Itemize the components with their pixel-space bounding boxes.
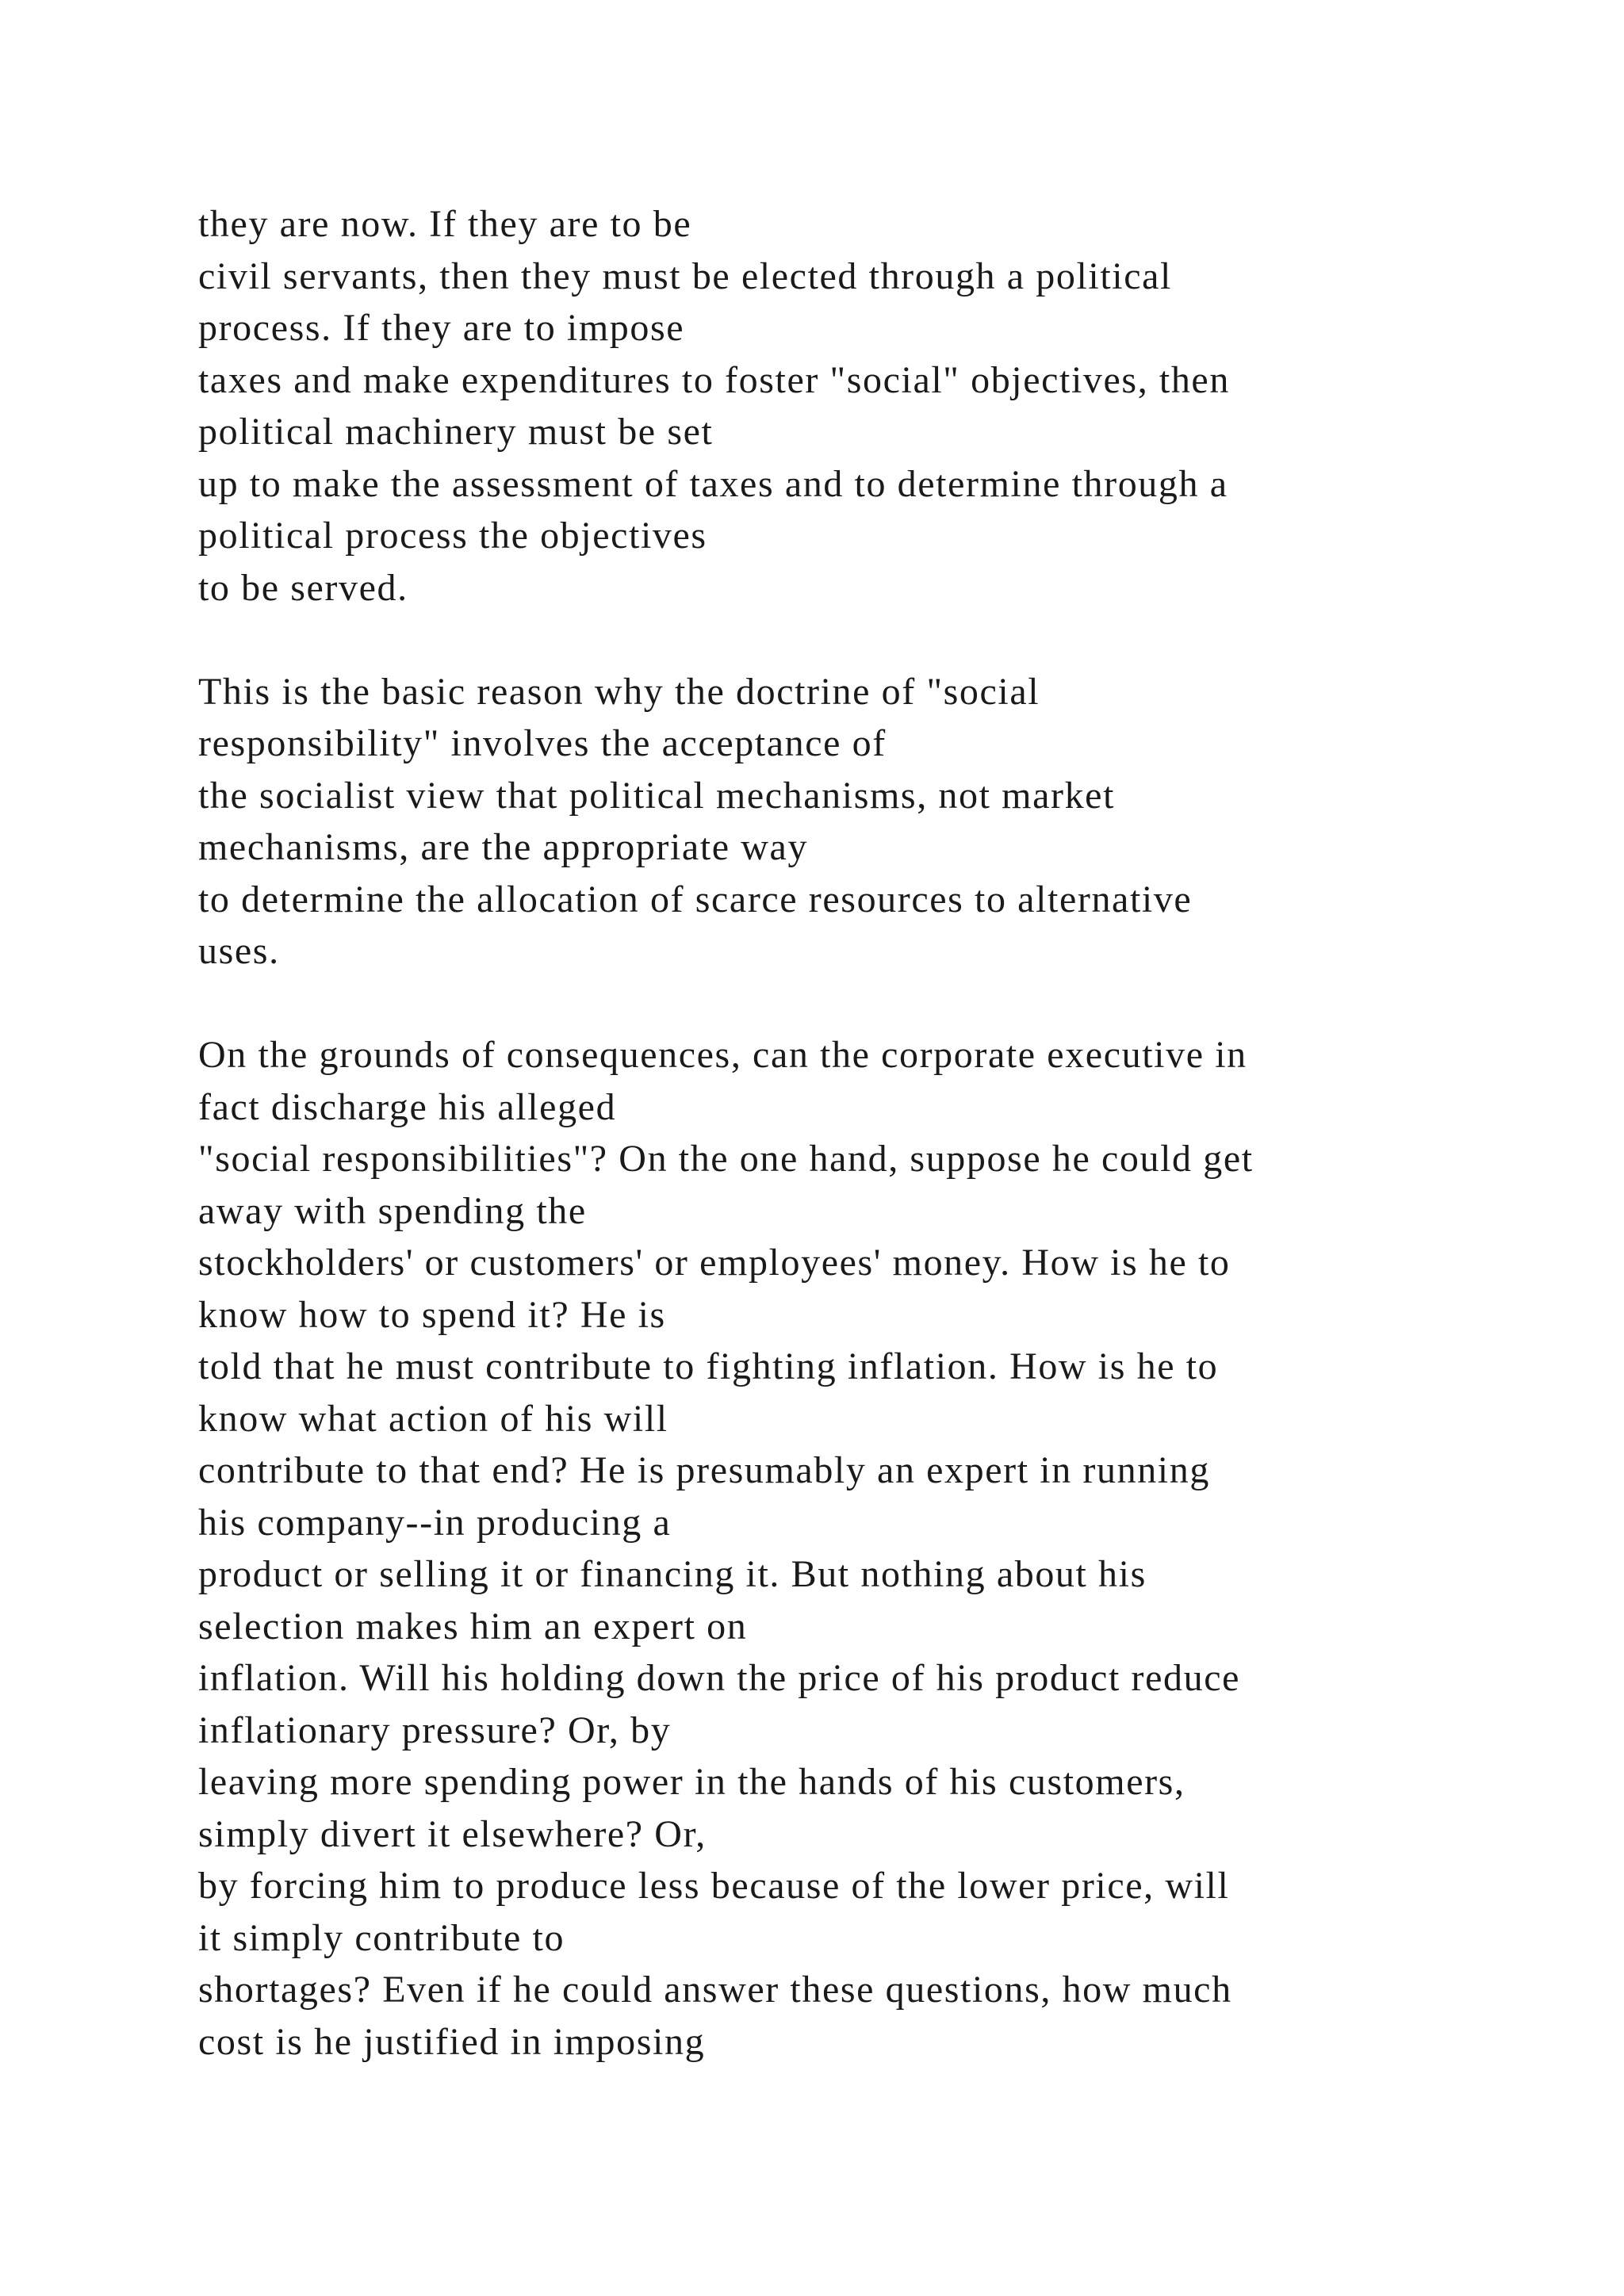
text-line: This is the basic reason why the doctrine of "social	[198, 670, 1040, 713]
text-line: political process the objectives	[198, 515, 707, 557]
text-line: contribute to that end? He is presumably an expert in running	[198, 1449, 1210, 1491]
text-line: told that he must contribute to fighting inflation. How is he to	[198, 1345, 1219, 1387]
text-line: stockholders' or customers' or employees' money. How is he to	[198, 1242, 1231, 1284]
paragraph-3	[198, 1029, 1546, 2068]
text-line: to determine the allocation of scarce resources to alternative	[198, 878, 1193, 920]
text-line: simply divert it elsewhere? Or,	[198, 1812, 707, 1855]
text-line: his company--in producing a	[198, 1501, 672, 1544]
text-line: inflationary pressure? Or, by	[198, 1709, 672, 1751]
text-line: civil servants, then they must be elected through a political	[198, 254, 1172, 297]
text-line: up to make the assessment of taxes and to determine through a	[198, 462, 1228, 505]
text-line: shortages? Even if he could answer these questions, how much	[198, 1969, 1232, 2011]
text-line: the socialist view that political mechanisms, not market	[198, 774, 1116, 817]
text-line: to be served.	[198, 566, 408, 609]
text-line: responsibility" involves the acceptance of	[198, 722, 887, 764]
text-line: mechanisms, are the appropriate way	[198, 826, 809, 868]
text-line: by forcing him to produce less because of the lower price, will	[198, 1865, 1230, 1907]
text-line: cost is he justified in imposing	[198, 2020, 706, 2063]
text-line: selection makes him an expert on	[198, 1605, 748, 1647]
paragraph-2	[198, 666, 1546, 978]
text-line: know what action of his will	[198, 1397, 668, 1440]
text-line: product or selling it or financing it. But nothing about his	[198, 1553, 1147, 1595]
document-body	[198, 198, 1546, 2120]
text-line: "social responsibilities"? On the one hand, suppose he could get	[198, 1138, 1254, 1180]
text-line: leaving more spending power in the hands of his customers,	[198, 1761, 1185, 1803]
text-line: uses.	[198, 930, 280, 972]
text-line: taxes and make expenditures to foster "social" objectives, then	[198, 358, 1230, 401]
text-line: know how to spend it? He is	[198, 1293, 666, 1336]
paragraph-1	[198, 198, 1546, 614]
text-line: away with spending the	[198, 1189, 587, 1232]
text-line: it simply contribute to	[198, 1916, 565, 1959]
text-line: On the grounds of consequences, can the corporate executive in	[198, 1034, 1247, 1076]
text-line: process. If they are to impose	[198, 307, 685, 349]
text-line: inflation. Will his holding down the price of his product reduce	[198, 1657, 1241, 1699]
text-line: political machinery must be set	[198, 411, 714, 453]
text-line: fact discharge his alleged	[198, 1085, 617, 1128]
text-line: they are now. If they are to be	[198, 203, 692, 245]
